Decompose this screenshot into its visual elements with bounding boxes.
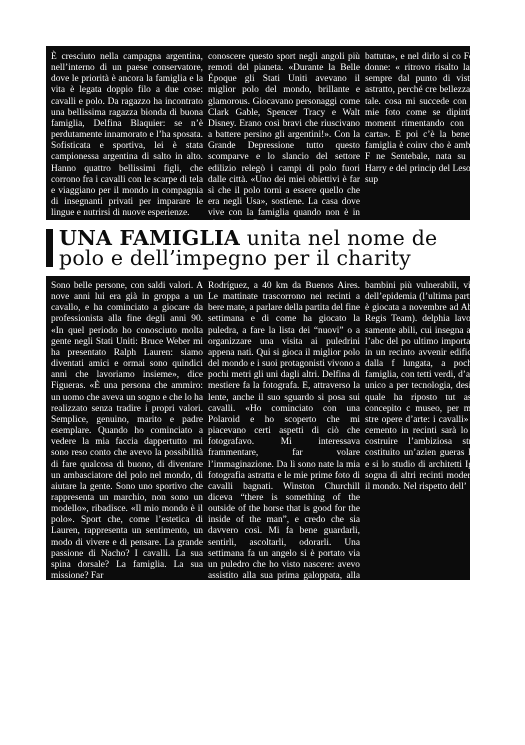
article-bottom-panel	[46, 276, 525, 593]
bottom-column-1-text: Sono belle persone, con saldi valori. A nove anni lui era già in groppa a un cavallo, e ha cominciato a giocare da professionista alla fine degli anni 90. «In quel periodo ho conosciuto molta gente negli Stati Uniti: Bruce Weber mi ha presentato Ralph Lauren: siamo diventati amici e ormai sono quindici anni che lavoriamo insieme», dice Figueras. «È una persona che ammiro: un uomo che aveva un sogno e che lo ha realizzato senza tradire i propri valori. Semplice, genuino, marito e padre esemplare. Quando ho cominciato a vedere la mia faccia dappertutto mi sono reso conto che avevo la possibilità di fare qualcosa di buono, di diventare un ambasciatore del polo nel mondo, di aiutare la gente. Sono uno sportivo che rappresenta un marchio, non sono un modello», ribadisce. «Il mio mondo è il polo». Sport che, come l’estetica di Lauren, rappresenta un sentimento, un modo di vivere e di pensare. La grande passione di Nacho? I cavalli. La sua spina dorsale? La famiglia. La sua missione? Far	[51, 281, 203, 582]
top-column-2-text: conoscere questo sport negli angoli più remoti del pianeta. «Durante la Belle Époque gli Stati Uniti avevano il miglior polo del mondo, brillante e glamorous. Giocavano personaggi come Clark Gable, Spencer Tracy e Walt Disney. Erano così bravi che riuscivano a battere persino gli argentini!». Con la Grande Depressione tutto questo scomparve e lo slancio del settore edilizio relegò i campi di polo fuori dalle città. «Uno dei miei obiettivi è far sì che il polo torni a essere quello che era negli Usa», sostiene. La casa dove vive con la famiglia quando non è in viaggio è a Gral	[208, 52, 360, 230]
headline-line-2: polo e dell’impegno per il charity	[59, 246, 411, 270]
headline-accent-bar	[46, 229, 53, 267]
top-column-3	[365, 52, 525, 220]
top-column-1-text: È cresciuto nella campagna argentina, nell’interno di un paese conservatore, dove le priorità è ancora la famiglia e la vita è legata doppio filo a due cose: cavalli e polo. Da ragazzo ha incontrato una bellissima ragazza bionda di buona famiglia, Delfina Blaquier: se n’è perdutamente innamorato e l’ha sposata. Sofisticata e sportiva, lei è stata campionessa argentina di salto in alto. Hanno quattro bellissimi figli, che corrono fra i cavalli con le scarpe di tela e viaggiano per il mondo in compagnia di insegnanti privati per imparare le lingue e nutrirsi di nuove esperienze.	[51, 52, 203, 219]
bottom-column-2	[208, 281, 360, 593]
top-column-3-text: battuta», e nel dirlo si co Fotografa anche donne: « ritrovo risalto la loro bellezza sempre dal punto di vista c in modo astratto, perché cre bellezza sia veramente tale. cosa mi succede con l’arc Tratto le mie foto come se dipinti e in questo moment rimentando con le fibre e va carta». E poi c’è la benefi cui tutta la famiglia è coinv cho è ambasciatore della F ne Sentebale, nata su inizi principe Harry e del princip del Lesotho per fornire sup	[365, 52, 525, 185]
article-top-panel	[46, 46, 525, 230]
bottom-column-2-text: Rodríguez, a 40 km da Buenos Aires. Le mattinate trascorrono nei recinti a bere mate, a parlare della partita del fine settimana e di come ha giocato la puledra, a fare la lista dei “nuovi” o a organizzare una visita ai puledrini appena nati. Qui si gioca il miglior polo del mondo e i suoi protagonisti vivono a pochi metri gli uni dagli altri. Delfina di mestiere fa la fotografa. E, attraverso la lente, anche il suo sguardo si posa sui cavalli. «Ho cominciato con una Polaroid e ho scoperto che mi piacevano certi aspetti di ciò che fotografavo. Mi interessava frammentare, far volare l’immaginazione. Da lì sono nate la mia fotografia astratta e le mie prime foto di cavalli bagnati. Winston Churchill diceva “there is something of the outside of the horse that is good for the inside of the man”, e credo che sia davvero così. Mi fa bene guardarli, sentirli, ascoltarli, odorarli. Una settimana fa un angelo si è portato via un puledro che ho visto nascere: avevo assistito alla sua prima galoppata, alla prima	[208, 281, 360, 593]
headline	[46, 226, 470, 270]
top-column-2	[208, 52, 360, 230]
headline-line-1-rest: unita nel nome de	[246, 226, 438, 250]
headline-bold-words: UNA FAMIGLIA	[59, 226, 241, 250]
bottom-column-1	[51, 281, 203, 580]
bottom-column-3-text: bambini più vulnerabili, vit la povertà e dell’epidemia (l’ultima partita per la Fond è giocata a novembre ad Abu contro il St. Regis Team). delphia lavora con bambi samente abili, cui insegna a re a cavallo e l’abc del po ultimo importante progett ste in un recinto avvenir edificio in cemento dalla f lungata, a pochi metri dall famiglia, con tetti verdi, d’acqua e 44 box, unico a per tecnologia, design e din e nel quale ha riposto tut aspettative. «E concepito c museo, per mettere in risal stre opere d’arte: i cavalli» Un edificio in cemento in recinti sarà lo studio di Del costruire l’ambiziosa strutt cho ha costituito un’azien gueras Design Group, e si lo studio di architetti Ignacio Ramos: sogna di altri recinti moderni e innova to il mondo. Nel rispetto dell’	[365, 281, 525, 492]
top-column-1	[51, 52, 203, 220]
bottom-column-3	[365, 281, 525, 580]
